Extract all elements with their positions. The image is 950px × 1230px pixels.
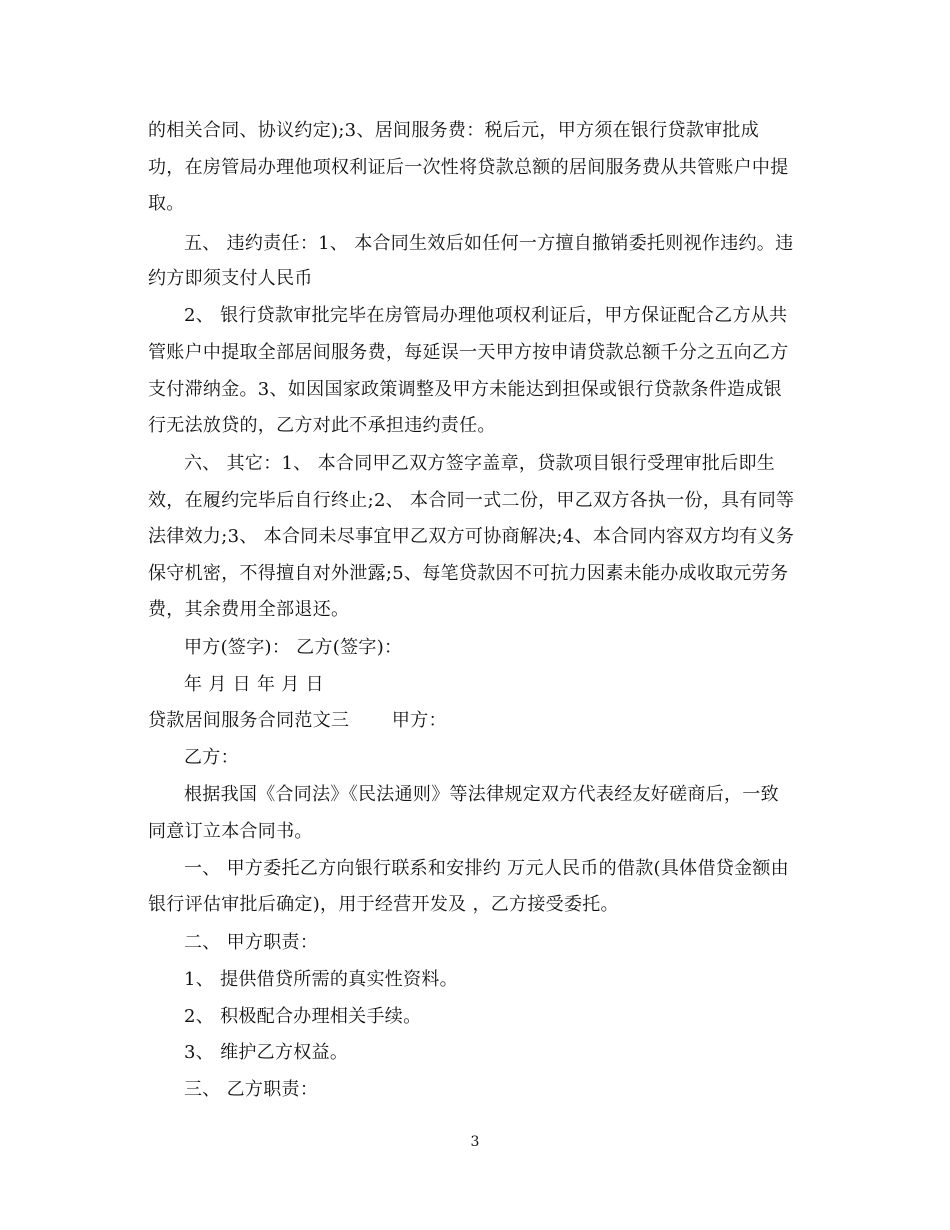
date-line: 年 月 日 年 月 日 [184,674,324,695]
text-line: 一、 甲方委托乙方向银行联系和安排约 万元人民币的借款(具体借贷金额由 [184,858,789,879]
text-line: 功，在房管局办理他项权利证后一次性将贷款总额的居间服务费从共管账户中提 [148,157,789,178]
text-line: 行无法放贷的，乙方对此不承担违约责任。 [148,415,496,436]
text-line: 保守机密，不得擅自对外泄露;5、每笔贷款因不可抗力因素未能办成收取元劳务 [148,563,789,584]
text-line: 三、 乙方职责： [184,1079,319,1100]
text-line: 同意订立本合同书。 [148,821,313,842]
text-line: 取。 [148,193,185,214]
text-line: 支付滞纳金。3、如因国家政策调整及甲方未能达到担保或银行贷款条件造成银 [148,379,782,400]
text-line: 五、 违约责任：1、 本合同生效后如任何一方擅自撤销委托则视作违约。违 [184,233,794,254]
text-line: 1、 提供借贷所需的真实性资料。 [184,969,458,990]
text-line: 银行评估审批后确定)，用于经营开发及 ，乙方接受委托。 [148,894,619,915]
text-line: 2、 银行贷款审批完毕在房管局办理他项权利证后，甲方保证配合乙方从共 [184,305,788,326]
signature-line: 甲方(签字)： 乙方(签字)： [184,637,403,658]
page-number: 3 [470,1134,480,1150]
text-line: 约方即须支付人民币 [148,268,313,289]
text-line: 根据我国《合同法》《民法通则》等法律规定双方代表经友好磋商后，一致 [184,784,779,805]
section-heading: 贷款居间服务合同范文三 甲方： [148,710,447,731]
text-line: 法律效力;3、 本合同未尽事宜甲乙双方可协商解决;4、本合同内容双方均有义务 [148,526,795,547]
text-line: 2、 积极配合办理相关手续。 [184,1006,422,1027]
text-line: 3、 维护乙方权益。 [184,1042,349,1063]
text-line: 乙方： [184,747,239,768]
text-line: 的相关合同、协议约定);3、居间服务费：税后元，甲方须在银行贷款审批成 [148,120,760,141]
text-line: 六、 其它：1、 本合同甲乙双方签字盖章，贷款项目银行受理审批后即生 [184,453,776,474]
text-line: 效，在履约完毕后自行终止;2、 本合同一式二份，甲乙双方各执一份，具有同等 [148,490,795,511]
text-line: 二、 甲方职责： [184,932,319,953]
text-line: 管账户中提取全部居间服务费，每延误一天甲方按申请贷款总额千分之五向乙方 [148,342,789,363]
text-line: 费，其余费用全部退还。 [148,599,350,620]
